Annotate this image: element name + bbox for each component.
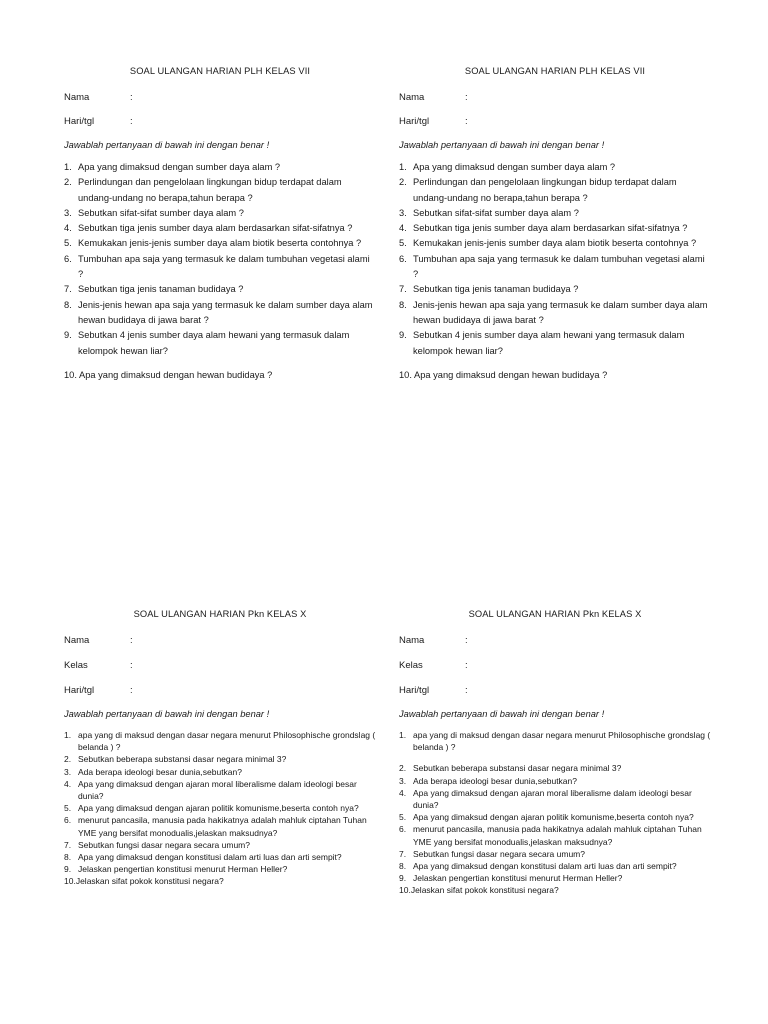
question-item [399,368,711,383]
question-item [64,875,376,887]
question-number: 9. [399,330,407,341]
question-number: 10. [64,876,76,887]
question-text: Kemukakan jenis-jenis sumber daya alam biotik beserta contohnya ? [413,238,697,249]
question-number: 6. [64,815,72,826]
question-text: Apa yang dimaksud dengan sumber daya alam ? [78,162,281,172]
question-text: Jelaskan sifat pokok konstitusi negara? [410,885,559,896]
field-hari-tgl [64,116,376,128]
question-text: Apa yang dimaksud dengan konstitusi dalam arti luas dan arti sempit? [78,852,342,863]
question-number: 3. [64,207,72,218]
question-item [64,863,376,875]
question-item [64,252,376,283]
question-item [64,328,376,359]
question-text: Perlindungan dan pengelolaan lingkungan bidup terdapat dalam undang-undang no berapa,tahun berapa ? [78,177,342,203]
question-number: 9. [399,873,407,884]
question-item [399,860,711,872]
field-nama [399,635,711,647]
field-label: Hari/tgl [64,685,95,696]
field-label: Kelas [399,660,423,671]
question-item [399,762,711,774]
question-text: Tumbuhan apa saja yang termasuk ke dalam tumbuhan vegetasi alami ? [413,253,705,280]
question-item [64,766,376,778]
question-number: 4. [64,778,72,789]
question-item [399,175,711,206]
question-item [399,884,711,896]
field-label: Hari/tgl [64,116,95,127]
question-number: 1. [64,162,72,172]
field-label: Nama [399,635,425,646]
question-number: 5. [64,803,72,814]
question-number: 6. [399,824,407,835]
question-number: 7. [399,284,407,295]
question-text: Sebutkan fungsi dasar negara secara umum? [413,848,585,859]
field-colon: : [130,660,133,671]
question-number: 10. [399,369,412,380]
field-colon: : [130,635,133,646]
field-label: Kelas [64,660,88,671]
question-text: Sebutkan 4 jenis sumber daya alam hewani yang termasuk dalam kelompok hewan liar? [413,330,685,356]
question-text: Apa yang dimaksud dengan sumber daya alam ? [413,162,616,172]
question-number: 5. [399,812,407,823]
question-item [64,221,376,236]
question-number: 1. [399,730,407,740]
question-text: Jelaskan pengertian konstitusi menurut Herman Heller? [413,873,623,884]
question-item [64,206,376,221]
pkn-sheet-left [64,609,376,888]
question-text: Sebutkan tiga jenis sumber daya alam berdasarkan sifat-sifatnya ? [413,223,688,234]
question-text: apa yang di maksud dengan dasar negara menurut Philosophische grondslag ( belanda ) ? [413,730,711,753]
plh-sheet-right [399,66,711,383]
field-kelas [399,660,711,672]
question-item [64,175,376,206]
question-item [64,236,376,251]
question-text: Jenis-jenis hewan apa saja yang termasuk ke dalam sumber daya alam hewan budidaya di jawa barat ? [78,299,373,325]
question-text: Jelaskan pengertian konstitusi menurut Herman Heller? [78,864,288,875]
question-number: 2. [399,177,407,188]
question-item [399,298,711,329]
question-text: Apa yang dimaksud dengan ajaran moral liberalisme dalam ideologi besar dunia? [413,787,692,811]
question-number: 7. [64,839,72,850]
question-text: Sebutkan fungsi dasar negara secara umum? [78,839,250,850]
question-text: Perlindungan dan pengelolaan lingkungan bidup terdapat dalam undang-undang no berapa,tahun berapa ? [413,177,677,203]
question-text: Sebutkan tiga jenis tanaman budidaya ? [413,284,579,295]
question-text: Sebutkan tiga jenis tanaman budidaya ? [78,284,244,295]
question-text: apa yang di maksud dengan dasar negara menurut Philosophische grondslag ( belanda ) ? [78,730,376,753]
question-text: Sebutkan sifat-sifat sumber daya alam ? [413,207,579,218]
instruction: Jawablah pertanyaan di bawah ini dengan benar ! [64,709,270,719]
question-item [64,778,376,802]
question-item [399,823,711,847]
sheet-title: SOAL ULANGAN HARIAN PLH KELAS VII [464,66,646,76]
question-number: 5. [64,238,72,249]
question-item [399,252,711,283]
field-hari-tgl [399,116,711,128]
question-number: 1. [399,162,407,172]
question-item [64,839,376,851]
question-text: Apa yang dimaksud dengan konstitusi dalam arti luas dan arti sempit? [413,861,677,872]
field-colon: : [465,92,468,103]
field-kelas [64,660,376,672]
question-text: Sebutkan tiga jenis sumber daya alam berdasarkan sifat-sifatnya ? [78,223,353,234]
question-number: 3. [64,766,72,777]
question-text: Kemukakan jenis-jenis sumber daya alam biotik beserta contohnya ? [78,238,362,249]
question-list [399,160,711,383]
question-text: Apa yang dimaksud dengan hewan budidaya ? [79,369,273,380]
question-text: Tumbuhan apa saja yang termasuk ke dalam tumbuhan vegetasi alami ? [78,253,370,280]
question-item [399,328,711,359]
question-item [399,787,711,811]
question-item [399,221,711,236]
question-text: Jelaskan sifat pokok konstitusi negara? [75,876,224,887]
question-number: 7. [399,848,407,859]
question-item [399,236,711,251]
field-hari-tgl [399,685,711,697]
question-number: 8. [64,299,72,310]
question-number: 5. [399,238,407,249]
sheet-title: SOAL ULANGAN HARIAN Pkn KELAS X [133,609,307,619]
question-number: 3. [399,207,407,218]
question-number: 4. [399,787,407,798]
question-text: menurut pancasila, manusia pada hakikatnya adalah mahluk ciptahan Tuhan YME yang bersifat monodualis,jelaskan maksudnya? [78,815,367,838]
field-label: Hari/tgl [399,116,430,127]
question-text: Sebutkan beberapa substansi dasar negara minimal 3? [413,763,622,774]
question-number: 8. [64,852,72,863]
question-item [64,851,376,863]
question-number: 10. [399,885,411,896]
question-list [399,729,711,897]
question-number: 8. [399,861,407,872]
question-text: menurut pancasila, manusia pada hakikatnya adalah mahluk ciptahan Tuhan YME yang bersifat monodualis,jelaskan maksudnya? [413,824,702,847]
field-colon: : [130,685,133,696]
question-number: 6. [64,253,72,264]
instruction: Jawablah pertanyaan di bawah ini dengan benar ! [399,709,605,719]
field-label: Hari/tgl [399,685,430,696]
question-text: Apa yang dimaksud dengan ajaran politik komunisme,beserta contoh nya? [413,812,694,823]
question-text: Apa yang dimaksud dengan hewan budidaya ? [414,369,608,380]
question-item [64,753,376,765]
question-text: Apa yang dimaksud dengan ajaran politik komunisme,beserta contoh nya? [78,803,359,814]
sheet-title: SOAL ULANGAN HARIAN PLH KELAS VII [129,66,311,76]
field-hari-tgl [64,685,376,697]
question-text: Sebutkan 4 jenis sumber daya alam hewani yang termasuk dalam kelompok hewan liar? [78,330,350,356]
field-colon: : [465,116,468,127]
question-text: Sebutkan sifat-sifat sumber daya alam ? [78,207,244,218]
question-number: 10. [64,369,77,380]
question-text: Sebutkan beberapa substansi dasar negara minimal 3? [78,754,287,765]
question-item [64,298,376,329]
field-label: Nama [64,92,90,103]
question-item [399,848,711,860]
field-label: Nama [64,635,90,646]
field-nama [64,635,376,647]
field-colon: : [465,635,468,646]
question-text: Apa yang dimaksud dengan ajaran moral liberalisme dalam ideologi besar dunia? [78,778,357,802]
field-nama [64,92,376,104]
question-number: 3. [399,775,407,786]
question-number: 2. [64,177,72,188]
question-text: Ada berapa ideologi besar dunia,sebutkan? [413,775,577,786]
question-item [64,282,376,297]
question-item [64,729,376,753]
question-number: 2. [399,763,407,774]
question-item [399,160,711,175]
question-number: 6. [399,253,407,264]
question-number: 9. [64,330,72,341]
question-text: Ada berapa ideologi besar dunia,sebutkan? [78,766,242,777]
question-item [64,802,376,814]
field-colon: : [465,660,468,671]
question-item [64,814,376,838]
question-item [399,206,711,221]
question-number: 4. [399,223,407,234]
question-item [399,282,711,297]
question-list [64,160,376,383]
question-item [64,160,376,175]
instruction: Jawablah pertanyaan di bawah ini dengan benar ! [399,140,605,150]
pkn-sheet-right [399,609,711,897]
question-number: 7. [64,284,72,295]
field-colon: : [130,116,133,127]
field-label: Nama [399,92,425,103]
plh-sheet-left [64,66,376,383]
question-number: 8. [399,299,407,310]
field-colon: : [130,92,133,103]
instruction: Jawablah pertanyaan di bawah ini dengan benar ! [64,140,270,150]
question-item [399,775,711,787]
question-number: 9. [64,864,72,875]
question-number: 1. [64,730,72,740]
sheet-title: SOAL ULANGAN HARIAN Pkn KELAS X [468,609,642,619]
question-item [399,729,711,753]
question-number: 2. [64,754,72,765]
question-list [64,729,376,888]
field-colon: : [465,685,468,696]
question-item [64,368,376,383]
question-item [399,872,711,884]
field-nama [399,92,711,104]
question-item [399,811,711,823]
question-text: Jenis-jenis hewan apa saja yang termasuk ke dalam sumber daya alam hewan budidaya di jawa barat ? [413,299,708,325]
question-number: 4. [64,223,72,234]
